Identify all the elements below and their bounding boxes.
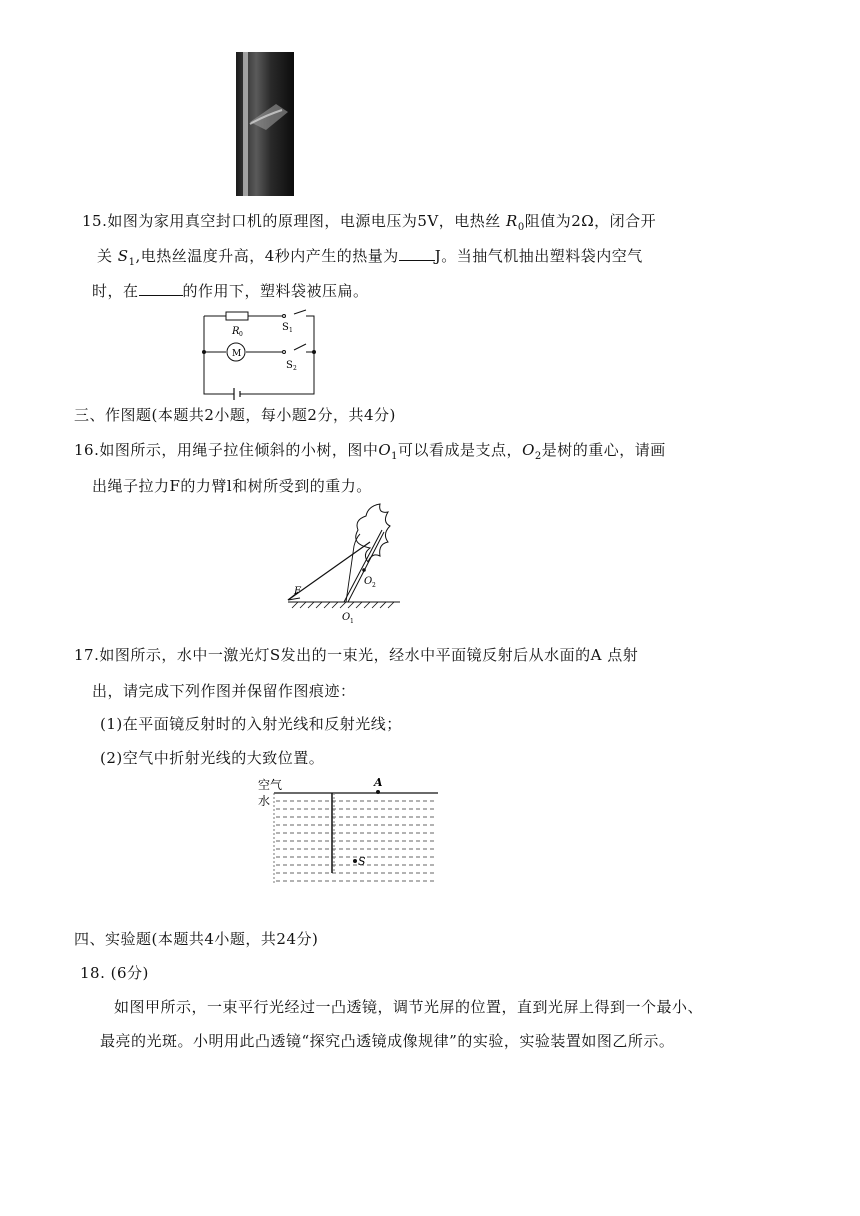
q17-item2: (2)空气中折射光线的大致位置。 <box>100 749 325 767</box>
svg-text:1: 1 <box>289 327 293 334</box>
q15-circuit-diagram <box>196 308 320 400</box>
q18-line2: 最亮的光斑。小明用此凸透镜“探究凸透镜成像规律”的实验，实验装置如图乙所示。 <box>100 1032 675 1050</box>
q16-line1: 16.如图所示，用绳子拉住倾斜的小树，图中$O_1$可以看成是支点，$O_2$是树的重心，请画 <box>74 441 666 462</box>
circuit-motor-label: M <box>232 349 242 359</box>
q17-line2: 出，请完成下列作图并保留作图痕迹： <box>92 682 356 700</box>
q17-item1: (1)在平面镜反射时的入射光线和反射光线； <box>100 715 402 733</box>
point-s-label: S <box>358 855 366 868</box>
svg-text:0: 0 <box>239 331 243 338</box>
q17-water-diagram <box>254 773 440 887</box>
q16-line2: 出绳子拉力F的力臂l和树所受到的重力。 <box>92 477 372 495</box>
tree-force-label: F <box>294 586 301 597</box>
svg-text:2: 2 <box>293 365 297 372</box>
q17-line1: 17.如图所示，水中一激光灯S发出的一束光，经水中平面镜反射后从水面的A 点射 <box>74 646 639 664</box>
circuit-s2-label: S <box>286 360 293 371</box>
tree-o2-label: O <box>364 576 373 587</box>
svg-text:2: 2 <box>372 582 376 589</box>
photo-top <box>236 52 294 196</box>
svg-text:1: 1 <box>350 618 354 625</box>
section-3-heading: 三、作图题(本题共2小题，每小题2分，共4分) <box>74 406 396 424</box>
q16-tree-diagram <box>284 500 404 628</box>
label-air: 空气 <box>258 778 283 792</box>
point-a-label: A <box>374 776 383 789</box>
q15-line1: 15.如图为家用真空封口机的原理图，电源电压为5V，电热丝 $R_0$阻值为2Ω，闭合开 <box>82 212 657 233</box>
q15-line3: 时，在 的作用下，塑料袋被压扁。 <box>92 282 369 300</box>
q15-blank-heat[interactable] <box>399 246 435 261</box>
q18-line1: 如图甲所示，一束平行光经过一凸透镜，调节光屏的位置，直到光屏上得到一个最小、 <box>114 998 704 1016</box>
q15-blank-pressure[interactable] <box>139 281 183 296</box>
circuit-r0-label: R <box>232 326 240 337</box>
label-water: 水 <box>258 794 271 808</box>
tree-o1-label: O <box>342 612 351 623</box>
q15-line2: 关 $S_1$,电热丝温度升高，4秒内产生的热量为 J。当抽气机抽出塑料袋内空气 <box>97 247 643 268</box>
circuit-s1-label: S <box>282 322 289 333</box>
q18-head: 18. (6分) <box>80 964 149 982</box>
section-4-heading: 四、实验题(本题共4小题，共24分) <box>74 930 319 948</box>
